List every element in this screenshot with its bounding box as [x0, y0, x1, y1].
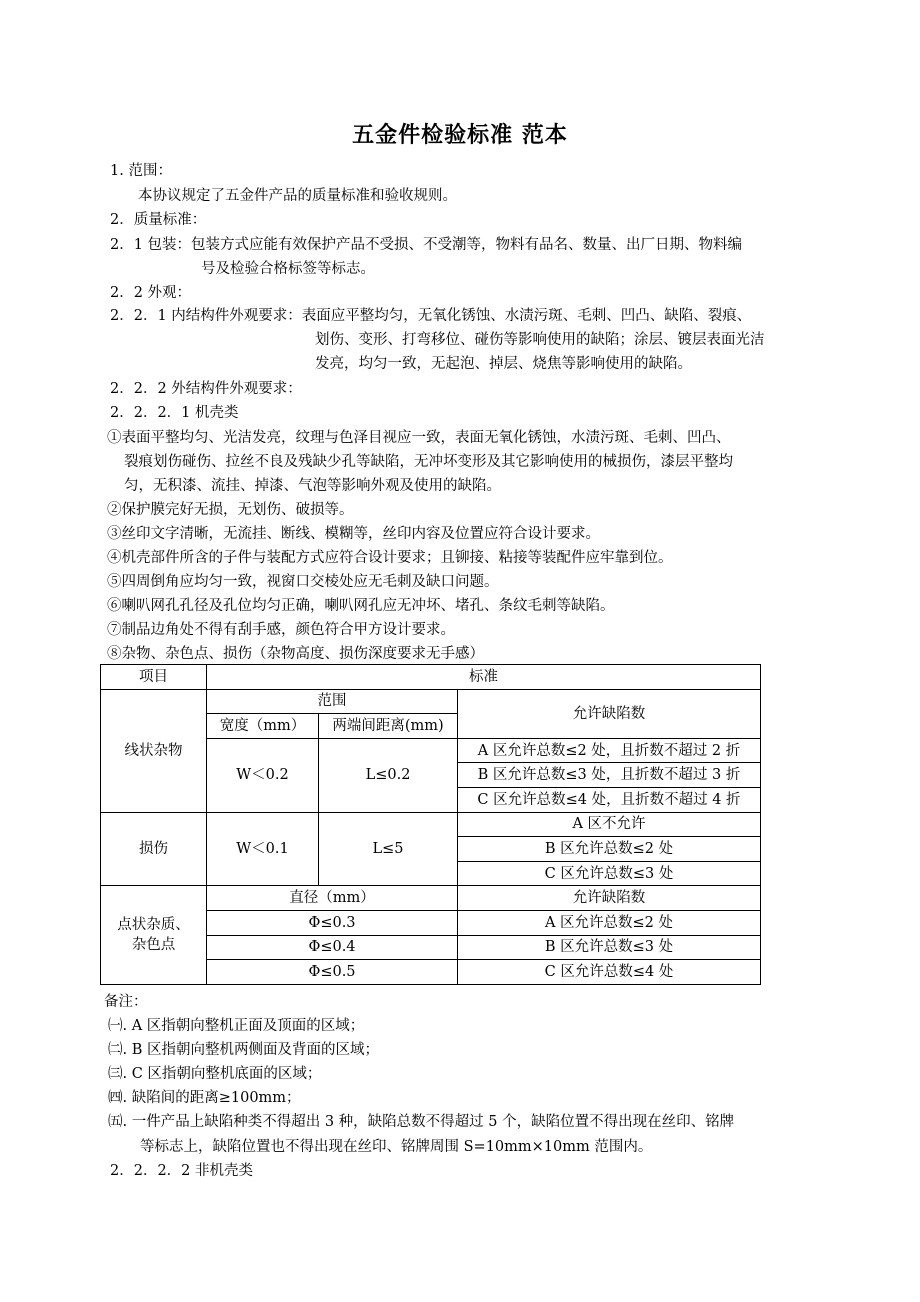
section-2-2-2-1-heading: 2．2．2．1 机壳类	[110, 405, 239, 421]
dot-zone-c: C 区允许总数≤4 处	[458, 960, 761, 985]
dot-impurity-label	[101, 886, 207, 984]
dot-zone-b: B 区允许总数≤3 处	[458, 935, 761, 960]
diameter-header: 直径（mm）	[207, 886, 458, 911]
note-2: ㈡. B 区指朝向整机两侧面及背面的区域；	[108, 1042, 379, 1058]
note-5-line-2: 等标志上，缺陷位置也不得出现在丝印、铭牌周围 S=10mm×10mm 范围内。	[140, 1139, 653, 1155]
line-debris-zone-a: A 区允许总数≤2 处，且折数不超过 2 折	[458, 738, 761, 763]
item-4: ④机壳部件所含的子件与装配方式应符合设计要求；且铆接、粘接等装配件应牢靠到位。	[107, 550, 673, 566]
dot-impurity-label-line-2: 杂色点	[131, 937, 176, 954]
damage-label: 损伤	[101, 812, 207, 886]
document-title: 五金件检验标准 范本	[352, 123, 568, 148]
line-debris-length: L≤0.2	[319, 738, 458, 812]
item-1-line-2: 裂痕划伤碰伤、拉丝不良及残缺少孔等缺陷，无冲坏变形及其它影响使用的械损伤，漆层平整均	[124, 454, 733, 470]
item-2: ②保护膜完好无损，无划伤、破损等。	[107, 502, 354, 518]
section-2-1-line-2: 号及检验合格标签等标志。	[201, 261, 375, 277]
item-3: ③丝印文字清晰，无流挂、断线、模糊等，丝印内容及位置应符合设计要求。	[107, 526, 600, 542]
width-header: 宽度（mm）	[207, 714, 319, 739]
dot-zone-a: A 区允许总数≤2 处	[458, 910, 761, 935]
damage-width: W＜0.1	[207, 812, 319, 886]
section-2-2-2-2-heading: 2．2．2．2 非机壳类	[110, 1163, 254, 1179]
item-1-line-1: ①表面平整均匀、光洁发亮，纹理与色泽目视应一致，表面无氧化锈蚀，水渍污斑、毛刺、凹凸、	[107, 430, 731, 446]
section-2-2-1-line-2: 划伤、变形、打弯移位、碰伤等影响使用的缺陷；涂层、镀层表面光洁	[315, 332, 765, 348]
item-6: ⑥喇叭网孔孔径及孔位均匀正确，喇叭网孔应无冲坏、堵孔、条纹毛刺等缺陷。	[107, 598, 615, 614]
note-1: ㈠. A 区指朝向整机正面及顶面的区域；	[108, 1018, 365, 1034]
defect-standard-table	[100, 664, 761, 985]
section-1-body: 本协议规定了五金件产品的质量标准和验收规则。	[138, 188, 457, 204]
table-header-standard: 标准	[207, 665, 761, 690]
dot-diameter-1: Φ≤0.3	[207, 910, 458, 935]
damage-zone-c: C 区允许总数≤3 处	[458, 861, 761, 886]
note-5-line-1: ㈤. 一件产品上缺陷种类不得超出 3 种，缺陷总数不得超过 5 个，缺陷位置不得出现在丝印、铭牌	[108, 1114, 735, 1130]
section-2-2-1-line-3: 发亮，均匀一致，无起泡、掉层、烧焦等影响使用的缺陷。	[315, 356, 692, 372]
damage-zone-a: A 区不允许	[458, 812, 761, 837]
dot-allowed-header: 允许缺陷数	[458, 886, 761, 911]
section-1-heading: 1. 范围：	[110, 163, 172, 179]
note-3: ㈢. C 区指朝向整机底面的区域；	[108, 1066, 322, 1082]
line-debris-zone-c: C 区允许总数≤4 处，且折数不超过 4 折	[458, 787, 761, 812]
damage-zone-b: B 区允许总数≤2 处	[458, 837, 761, 862]
section-2-2-heading: 2．2 外观：	[110, 285, 192, 301]
notes-label: 备注：	[104, 994, 148, 1010]
section-2-1-line-1: 2．1 包装：包装方式应能有效保护产品不受损、不受潮等，物料有品名、数量、出厂日期、物料编	[110, 237, 743, 253]
item-1-line-3: 匀，无积漆、流挂、掉漆、气泡等影响外观及使用的缺陷。	[124, 478, 501, 494]
damage-length: L≤5	[319, 812, 458, 886]
line-debris-zone-b: B 区允许总数≤3 处，且折数不超过 3 折	[458, 763, 761, 788]
item-7: ⑦制品边角处不得有刮手感，颜色符合甲方设计要求。	[107, 622, 455, 638]
note-4: ㈣. 缺陷间的距离≥100mm；	[108, 1090, 301, 1106]
item-8: ⑧杂物、杂色点、损伤（杂物高度、损伤深度要求无手感）	[107, 646, 484, 662]
line-debris-label: 线状杂物	[101, 689, 207, 812]
range-header: 范围	[207, 689, 458, 714]
dot-impurity-label-line-1: 点状杂质、	[117, 917, 190, 934]
item-5: ⑤四周倒角应均匀一致，视窗口交棱处应无毛刺及缺口问题。	[107, 574, 499, 590]
allowed-defects-header: 允许缺陷数	[458, 689, 761, 738]
section-2-2-2-heading: 2．2．2 外结构件外观要求：	[110, 381, 302, 397]
dot-diameter-2: Φ≤0.4	[207, 935, 458, 960]
dot-diameter-3: Φ≤0.5	[207, 960, 458, 985]
line-debris-width: W＜0.2	[207, 738, 319, 812]
table-header-item: 项目	[101, 665, 207, 690]
distance-header: 两端间距离(mm)	[319, 714, 458, 739]
section-2-2-1-line-1: 2．2．1 内结构件外观要求：表面应平整均匀，无氧化锈蚀、水渍污斑、毛刺、凹凸、缺陷、裂痕、	[110, 308, 752, 324]
section-2-heading: 2．质量标准：	[110, 212, 207, 228]
